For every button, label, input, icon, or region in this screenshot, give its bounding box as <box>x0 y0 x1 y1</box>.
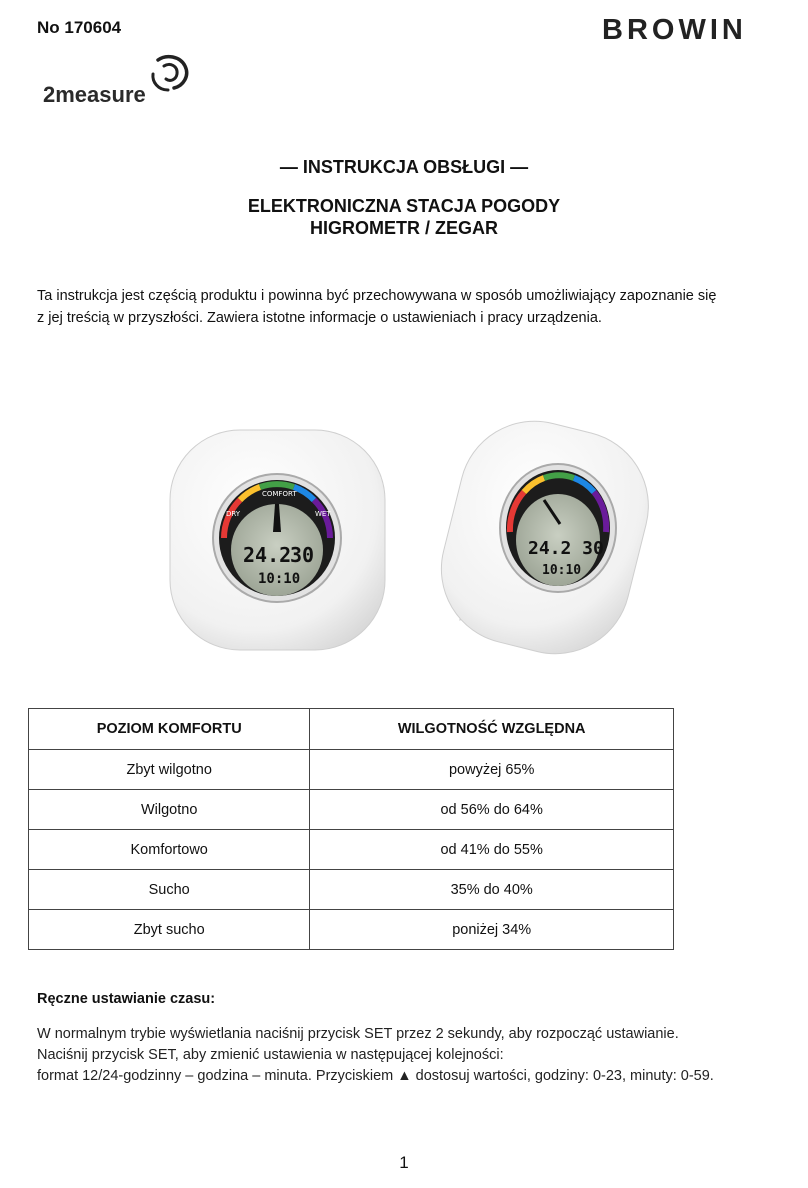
svg-text:10:10: 10:10 <box>542 563 582 578</box>
dry-label: DRY <box>226 510 241 518</box>
comfort-table <box>28 708 674 950</box>
product-title-line2: HIGROMETR / ZEGAR <box>310 218 498 238</box>
instructions-body <box>37 1024 797 1087</box>
intro-paragraph <box>37 285 777 329</box>
comfort-label: COMFORT <box>262 490 297 498</box>
product-title <box>0 195 808 239</box>
instruction-line1: W normalnym trybie wyświetlania naciśnij przycisk SET przez 2 sekundy, aby rozpocząć ustawianie. <box>37 1026 679 1042</box>
document-title: — INSTRUKCJA OBSŁUGI — <box>279 157 529 177</box>
header-comfort-level: POZIOM KOMFORTU <box>29 709 310 750</box>
device-front <box>170 430 385 650</box>
intro-line2: z jej treścią w przyszłości. Zawiera istotne informacje o ustawieniach i pracy urządzenia. <box>37 310 602 326</box>
page-number: 1 <box>399 1153 409 1172</box>
table-row <box>29 830 674 870</box>
device-angled <box>425 420 650 670</box>
comfort-level-cell: Zbyt wilgotno <box>29 750 310 790</box>
section-heading: Ręczne ustawianie czasu: <box>37 991 216 1007</box>
table-row <box>29 910 674 950</box>
comfort-level-cell: Zbyt sucho <box>29 910 310 950</box>
comfort-level-cell: Sucho <box>29 870 310 910</box>
table-header-row <box>29 709 674 750</box>
table-row <box>29 750 674 790</box>
instruction-line3: format 12/24-godzinny – godzina – minuta. Przyciskiem ▲ dostosuj wartości, godziny: 0-23, minuty: 0-59. <box>37 1068 714 1084</box>
instruction-line2: Naciśnij przycisk SET, aby zmienić ustawienia w następującej kolejności: <box>37 1047 504 1063</box>
humidity-range-cell: powyżej 65% <box>310 750 674 790</box>
humidity-range-cell: poniżej 34% <box>310 910 674 950</box>
humidity-display: 30 <box>290 543 315 567</box>
logo-text: 2measure <box>43 82 146 107</box>
product-title-line1: ELEKTRONICZNA STACJA POGODY <box>247 196 561 216</box>
table-row <box>29 870 674 910</box>
svg-text:24.2 30: 24.2 30 <box>528 538 604 559</box>
comfort-level-cell: Komfortowo <box>29 830 310 870</box>
product-photo <box>160 420 650 670</box>
brand-logo: BROWIN <box>602 14 747 46</box>
document-number: No 170604 <box>37 18 122 37</box>
time-display: 10:10 <box>258 571 301 587</box>
temperature-display: 24.2 <box>243 543 292 567</box>
comfort-level-cell: Wilgotno <box>29 790 310 830</box>
table-row <box>29 790 674 830</box>
humidity-range-cell: od 56% do 64% <box>310 790 674 830</box>
intro-line1: Ta instrukcja jest częścią produktu i powinna być przechowywana w sposób umożliwiający zapoznanie się <box>37 288 717 304</box>
humidity-range-cell: 35% do 40% <box>310 870 674 910</box>
header-relative-humidity: WILGOTNOŚĆ WZGLĘDNA <box>310 709 674 750</box>
wet-label: WET <box>315 510 331 518</box>
humidity-range-cell: od 41% do 55% <box>310 830 674 870</box>
